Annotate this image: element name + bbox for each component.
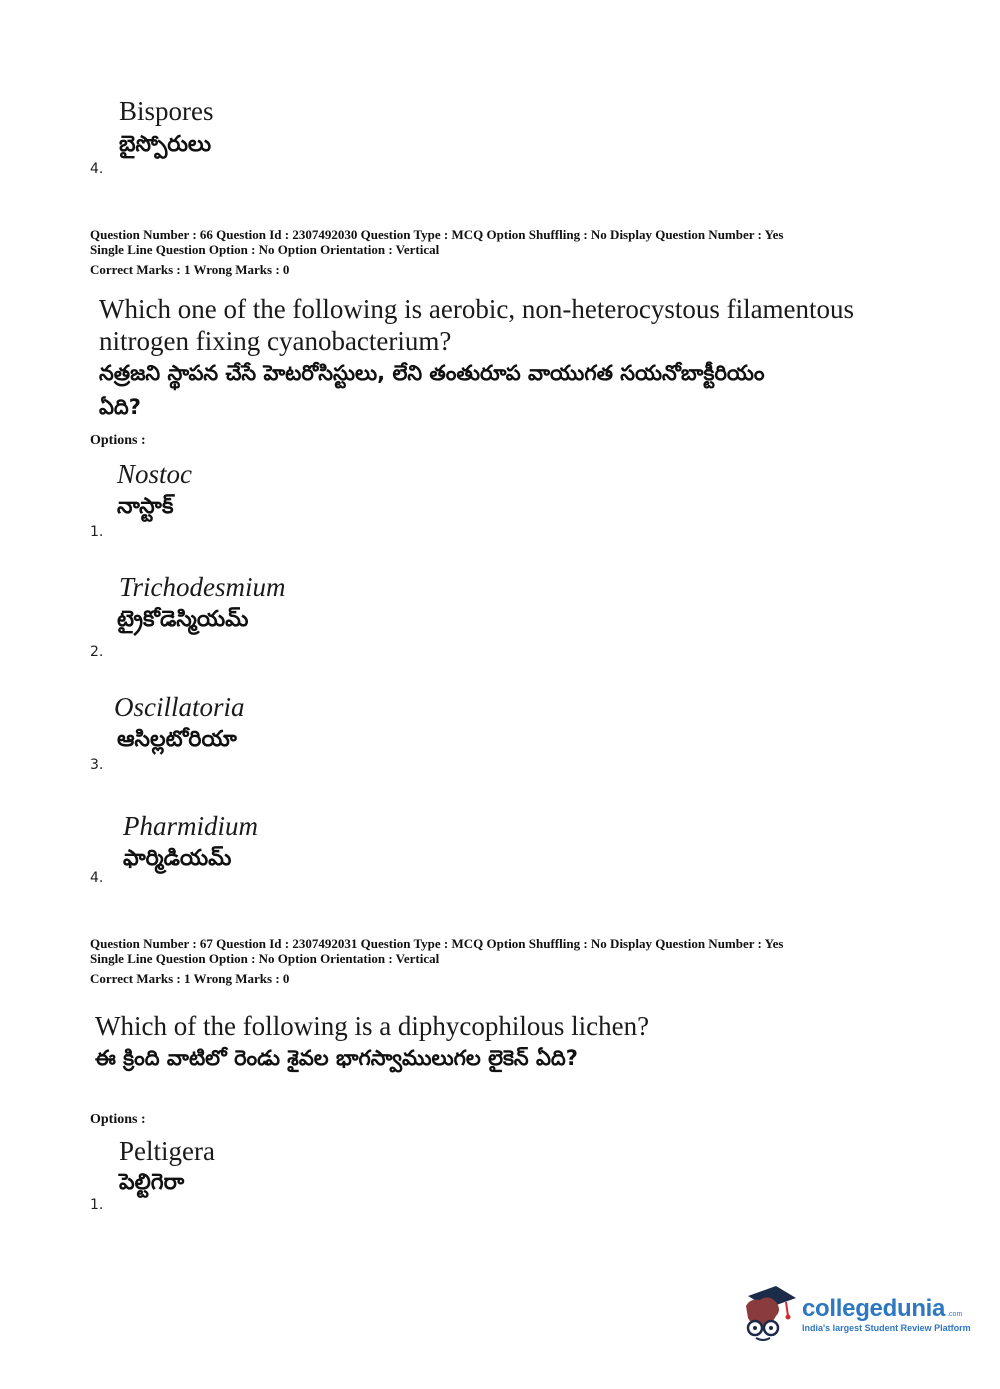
option-label-te: నాస్టాక్ [117, 494, 174, 519]
option-number: 3. [90, 757, 104, 773]
option-label-en: Peltigera [119, 1136, 215, 1166]
question-meta-line1: Question Number : 67 Question Id : 2307492031 Question Type : MCQ Option Shuffling : No Display Question Number : Yes [90, 936, 784, 951]
logo-name: collegedunia [802, 1295, 946, 1322]
logo-tagline: India's largest Student Review Platform [802, 1323, 971, 1333]
option-label-en: Nostoc [117, 459, 193, 489]
mascot-icon [742, 1284, 798, 1344]
options-label: Options : [90, 1112, 146, 1127]
options-label: Options : [90, 433, 146, 448]
option-label-te: బైస్పోరులు [119, 132, 212, 157]
option-label-en: Bispores [119, 96, 214, 126]
question-text-te: ఈ క్రింది వాటిలో రెండు శైవల భాగస్వాములుగల లైకెన్ ఏది? [95, 1046, 578, 1070]
option-label-en: Pharmidium [123, 811, 258, 841]
option-label-en: Trichodesmium [119, 572, 286, 602]
option-number: 4. [90, 161, 104, 177]
question-meta-line2: Single Line Question Option : No Option Orientation : Vertical [90, 951, 440, 966]
question-text-en: Which of the following is a diphycophilous lichen? [95, 1011, 650, 1041]
collegedunia-logo [742, 1284, 971, 1344]
question-text-en-2: nitrogen fixing cyanobacterium? [99, 326, 452, 356]
option-label-te: ట్రైకోడెస్మియమ్ [117, 607, 249, 632]
question-meta-line1: Question Number : 66 Question Id : 2307492030 Question Type : MCQ Option Shuffling : No Display Question Number : Yes [90, 227, 784, 242]
option-number: 1. [90, 524, 104, 540]
question-marks: Correct Marks : 1 Wrong Marks : 0 [90, 262, 290, 277]
option-number: 4. [90, 870, 104, 886]
option-label-te: ఆసిల్లటోరియా [117, 727, 237, 752]
question-text-te-1: నత్రజని స్థాపన చేసే హెటరోసిస్టులు, లేని తంతురూప వాయుగత సయనోబాక్టీరియం [99, 361, 765, 385]
question-text-en-1: Which one of the following is aerobic, non-heterocystous filamentous [99, 294, 855, 324]
option-label-te: పెల్టిగెరా [119, 1170, 185, 1195]
option-label-te: ఫార్మిడియమ్ [123, 846, 232, 871]
option-number: 2. [90, 644, 104, 660]
option-number: 1. [90, 1197, 104, 1213]
question-text-te-2: ఏది? [99, 395, 141, 419]
option-label-en: Oscillatoria [114, 692, 245, 722]
question-marks: Correct Marks : 1 Wrong Marks : 0 [90, 971, 290, 986]
question-meta-line2: Single Line Question Option : No Option Orientation : Vertical [90, 242, 440, 257]
logo-com: .com [947, 1311, 963, 1318]
logo-text [802, 1295, 971, 1333]
